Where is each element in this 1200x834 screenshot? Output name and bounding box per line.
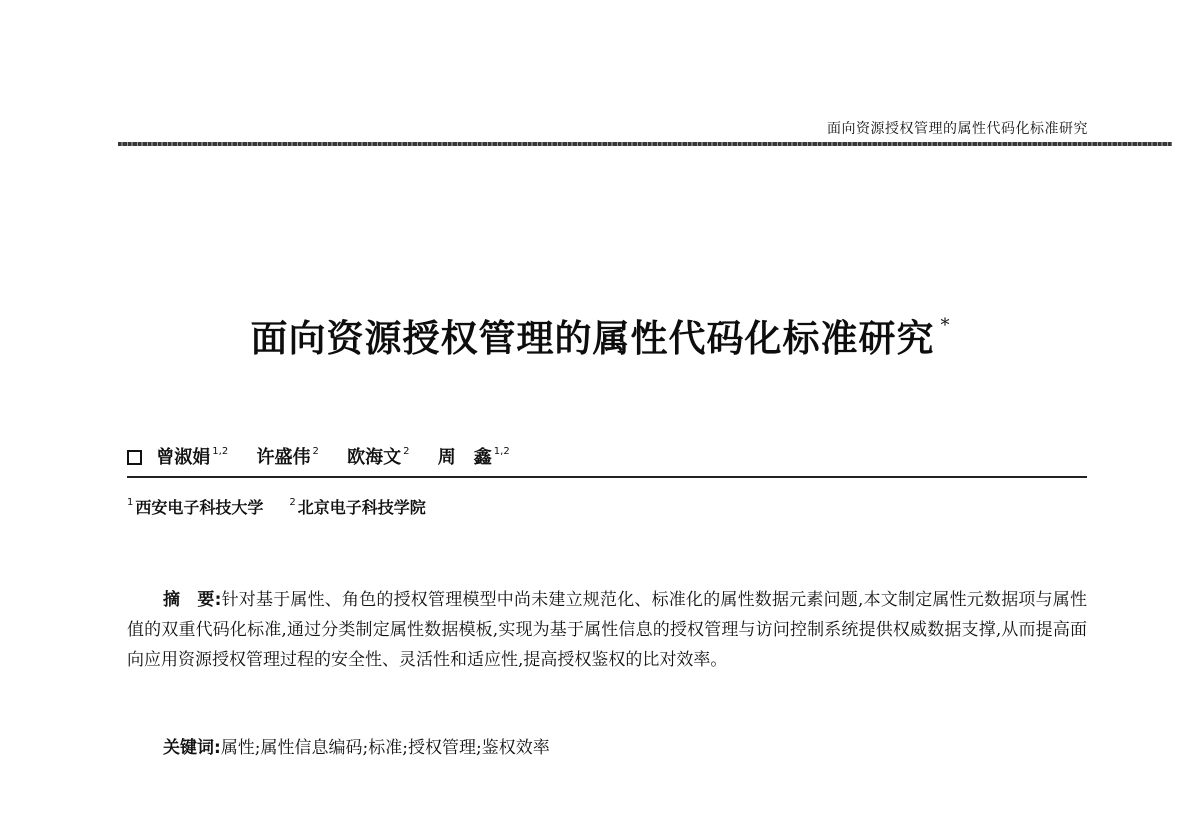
author-name: 曾淑娟 [156, 447, 211, 468]
affiliation [289, 498, 425, 517]
author-affiliation-mark: 2 [403, 446, 410, 457]
title-block [0, 308, 1200, 362]
affiliation [127, 498, 263, 517]
keywords-label: 关键词: [163, 738, 221, 758]
abstract-text: 针对基于属性、角色的授权管理模型中尚未建立规范化、标准化的属性数据元素问题,本文制定属性元数据项与属性值的双重代码化标准,通过分类制定属性数据模板,实现为基于属性信息的授权管理与访问控制系统提供权威数据支撑,从而提高面向应用资源授权管理过程的安全性、灵活性和适应性,提高授权鉴权的比对效率。 [127, 590, 1087, 670]
affiliation-mark: 2 [289, 497, 296, 508]
author-list [127, 443, 532, 469]
author-name: 欧海文 [347, 447, 402, 468]
author [347, 447, 409, 468]
keywords [163, 733, 550, 758]
author-affiliation-mark: 1,2 [493, 446, 510, 457]
author-rule [127, 476, 1087, 478]
abstract-label: 摘 要: [163, 590, 222, 610]
author-name: 许盛伟 [256, 447, 311, 468]
affiliation-mark: 1 [127, 497, 134, 508]
abstract [127, 585, 1087, 675]
author-affiliation-mark: 1,2 [212, 446, 229, 457]
affiliation-name: 北京电子科技学院 [297, 498, 426, 517]
author [156, 447, 228, 468]
header-rule [118, 142, 1172, 146]
author-name: 周 鑫 [437, 447, 492, 468]
square-bullet-icon [127, 450, 142, 465]
affiliation-name: 西安电子科技大学 [135, 498, 264, 517]
author [256, 447, 318, 468]
author [438, 447, 510, 468]
running-header: 面向资源授权管理的属性代码化标准研究 [827, 121, 1088, 137]
paper-title: 面向资源授权管理的属性代码化标准研究 [250, 316, 935, 360]
author-affiliation-mark: 2 [312, 446, 319, 457]
keywords-text: 属性;属性信息编码;标准;授权管理;鉴权效率 [220, 738, 550, 758]
title-footnote-mark: * [940, 315, 950, 336]
affiliation-list [127, 495, 426, 518]
